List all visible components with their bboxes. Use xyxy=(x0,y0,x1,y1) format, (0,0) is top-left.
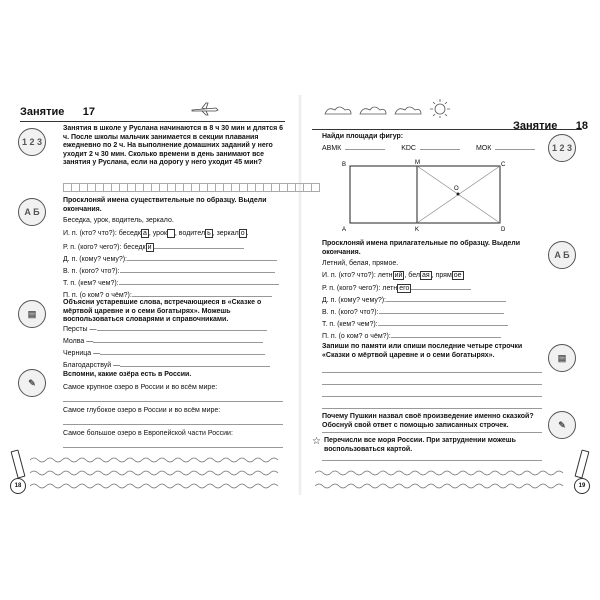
point-label: B xyxy=(342,162,347,168)
declension-row: П. п. (о ком? о чём?): xyxy=(63,291,272,300)
declension-row: В. п. (кого? что?): xyxy=(322,308,504,317)
point-label: O xyxy=(454,186,459,192)
answer-line[interactable] xyxy=(322,372,542,373)
answer-line[interactable] xyxy=(495,149,535,150)
task-title: Найди площади фигур: xyxy=(322,133,404,140)
pencil-icon xyxy=(575,449,590,478)
point-label: D xyxy=(501,227,506,233)
answer-line[interactable] xyxy=(120,272,275,273)
answer-line[interactable] xyxy=(322,460,542,461)
word-row: Благодарствуй — xyxy=(63,361,270,370)
letters-ab-icon: A Б xyxy=(548,241,576,269)
answer-line[interactable] xyxy=(378,325,508,326)
lesson-label: Занятие xyxy=(20,106,65,118)
answer-line[interactable] xyxy=(379,313,504,314)
page-number: 18 xyxy=(10,478,26,494)
lesson-label: Занятие xyxy=(513,120,558,132)
pencil-icon xyxy=(11,449,26,478)
airplane-icon xyxy=(190,102,220,116)
answer-line[interactable] xyxy=(63,447,283,448)
book-icon: ▤ xyxy=(18,300,46,328)
declension-row: П. п. (о ком? о чём?): xyxy=(322,332,501,341)
wave-decoration xyxy=(30,455,285,495)
sun-icon xyxy=(428,98,452,118)
point-label: C xyxy=(501,162,506,168)
figure-row: АВМК KDC МОК xyxy=(322,144,539,153)
answer-line[interactable] xyxy=(386,301,506,302)
book-icon: ▤ xyxy=(548,344,576,372)
digits-123-icon: 1 2 3 xyxy=(18,128,46,156)
header-rule-left xyxy=(20,121,285,122)
geometry-figure xyxy=(340,158,510,233)
spine-fold xyxy=(298,95,302,495)
declension-row: И. п. (кто? что?): летн ий , бел ая , прям ое xyxy=(322,272,462,279)
digits-123-icon: 1 2 3 xyxy=(548,134,576,162)
declension-row: Д. п. (кому? чему?): xyxy=(63,255,277,264)
lesson-title-right xyxy=(513,116,588,134)
task-title: Запиши по памяти или спиши последние четыре строчки «Сказки о мёртвой царевне и о семи богатырях». xyxy=(322,343,523,359)
question: Самое крупное озеро в России и во всём мире: xyxy=(63,384,218,391)
answer-line[interactable] xyxy=(322,384,542,385)
task-title: Просклоняй имена существительные по образцу. Выдели окончания. xyxy=(63,197,267,213)
task-title: Почему Пушкин назвал своё произведение именно сказкой? Обоснуй свой ответ с помощью записанных строчек. xyxy=(322,413,534,429)
word-row: Черница — xyxy=(63,349,265,358)
word-row: Молва — xyxy=(63,337,263,346)
declension-row: Д. п. (кому? чему?): xyxy=(322,296,506,305)
point-label: A xyxy=(342,227,347,233)
lesson-title-left xyxy=(20,102,95,120)
star-icon: ☆ xyxy=(312,436,321,447)
declension-row: Р. п. (кого? чего?): летн его xyxy=(322,284,471,293)
answer-line[interactable] xyxy=(93,342,263,343)
word-row: Персты — xyxy=(63,325,267,334)
task-title: Просклоняй имена прилагательные по образцу. Выдели окончания. xyxy=(322,240,521,256)
answer-grid[interactable] xyxy=(63,183,319,192)
point-label: M xyxy=(415,160,420,166)
answer-line[interactable] xyxy=(97,330,267,331)
point-label: K xyxy=(415,227,420,233)
answer-line[interactable] xyxy=(322,396,542,397)
answer-line[interactable] xyxy=(345,149,385,150)
answer-line[interactable] xyxy=(132,296,272,297)
answer-line[interactable] xyxy=(100,354,265,355)
page-number: 19 xyxy=(574,478,590,494)
wave-decoration xyxy=(315,468,570,496)
task-text: Занятия в школе у Руслана начинаются в 8 ч 30 мин и длятся 6 ч. После школы мальчик занимается в секции плавания ежедневно по 2 ч. На выполнение домашних заданий у него уходит 2 ч 30 мин. Сколько времени в день занимают все занятия у Руслана, если на дорогу у него уходит 45 мин? xyxy=(63,125,284,166)
task-title: Вспомни, какие озёра есть в России. xyxy=(63,371,192,378)
answer-line[interactable] xyxy=(420,149,460,150)
answer-line[interactable] xyxy=(391,337,501,338)
task-words: Летний, белая, прямое. xyxy=(322,260,399,267)
letters-ab-icon: A Б xyxy=(18,198,46,226)
declension-row: Р. п. (кого? чего?): беседк и xyxy=(63,243,244,252)
answer-line[interactable] xyxy=(63,401,283,402)
globe-pen-icon: ✎ xyxy=(18,369,46,397)
declension-row: Т. п. (кем? чем?): xyxy=(322,320,508,329)
lesson-number: 18 xyxy=(575,120,589,132)
declension-row: В. п. (кого? что?): xyxy=(63,267,275,276)
task-title: Объясни устаревшие слова, встречающиеся в «Сказке о мёртвой царевне и о семи богатырях». Можешь воспользоваться словарями и справочниками. xyxy=(63,299,262,323)
answer-line[interactable] xyxy=(120,366,270,367)
answer-line[interactable] xyxy=(119,284,279,285)
question: Самое глубокое озеро в России и во всём мире: xyxy=(63,407,221,414)
question: Самое большое озеро в Европейской части России: xyxy=(63,430,233,437)
answer-line[interactable] xyxy=(322,408,542,409)
answer-line[interactable] xyxy=(63,424,283,425)
answer-line[interactable] xyxy=(322,432,542,433)
declension-row: И. п. (кто? что?): беседк а , урок , водител ь , зеркал о . xyxy=(63,230,249,237)
header-rule-right xyxy=(312,129,582,130)
lesson-number: 17 xyxy=(82,106,96,118)
clouds-icon xyxy=(320,100,430,118)
task-title: Перечисли все моря России. При затруднении можешь воспользоваться картой. xyxy=(324,437,516,453)
task-words: Беседка, урок, водитель, зеркало. xyxy=(63,217,174,224)
answer-line[interactable] xyxy=(127,260,277,261)
globe-pen-icon: ✎ xyxy=(548,411,576,439)
declension-row: Т. п. (кем? чем?): xyxy=(63,279,279,288)
